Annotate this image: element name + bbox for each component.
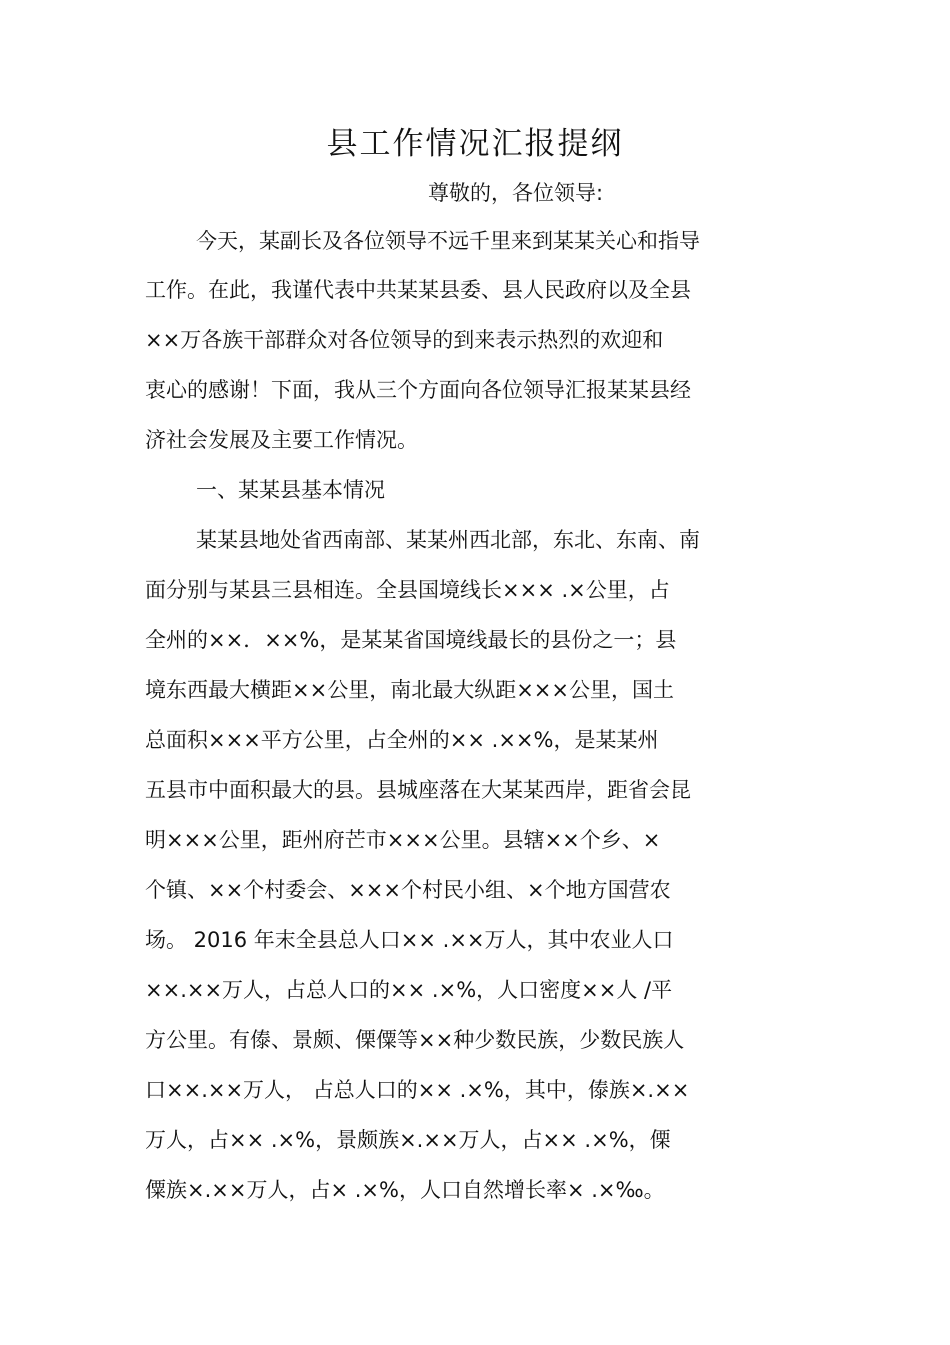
paragraph-line: 工作。在此，我谨代表中共某某县委、县人民政府以及全县 <box>145 278 691 302</box>
paragraph-line: 衷心的感谢！下面，我从三个方面向各位领导汇报某某县经 <box>145 378 691 402</box>
paragraph-line: 总面积×××平方公里，占全州的×× .××%，是某某州 <box>145 728 659 752</box>
paragraph-line: 面分别与某县三县相连。全县国境线长××× .×公里，占 <box>145 578 670 602</box>
document-title: 县工作情况汇报提纲 <box>326 126 624 162</box>
paragraph-line: 今天，某副长及各位领导不远千里来到某某关心和指导 <box>196 229 700 253</box>
paragraph-line: 五县市中面积最大的县。县城座落在大某某西岸，距省会昆 <box>145 778 691 802</box>
paragraph-line: 方公里。有傣、景颇、傈僳等××种少数民族，少数民族人 <box>145 1028 685 1052</box>
paragraph-line: 济社会发展及主要工作情况。 <box>145 428 418 452</box>
paragraph-line: ××万各族干部群众对各位领导的到来表示热烈的欢迎和 <box>145 328 664 352</box>
paragraph-line: 僳族×.××万人，占× .×%，人口自然增长率× .×‰。 <box>145 1178 665 1202</box>
paragraph-line: 全州的××．××%，是某某省国境线最长的县份之一；县 <box>145 628 677 652</box>
section-heading: 一、某某县基本情况 <box>196 478 385 502</box>
paragraph-line: 口××.××万人， 占总人口的×× .×%，其中，傣族×.×× <box>145 1078 690 1102</box>
salutation: 尊敬的，各位领导: <box>428 181 604 205</box>
paragraph-line: 明×××公里，距州府芒市×××公里。县辖××个乡、× <box>145 828 661 852</box>
paragraph-line: 个镇、××个村委会、×××个村民小组、×个地方国营农 <box>145 878 671 902</box>
paragraph-line: 万人，占×× .×%，景颇族×.××万人，占×× .×%，傈 <box>145 1128 671 1152</box>
paragraph-line: 场。 2016 年末全县总人口×× .××万人，其中农业人口 <box>145 928 674 952</box>
paragraph-line: 境东西最大横距××公里，南北最大纵距×××公里，国土 <box>145 678 674 702</box>
paragraph-line: ××.××万人，占总人口的×× .×%，人口密度××人 /平 <box>145 978 673 1002</box>
paragraph-line: 某某县地处省西南部、某某州西北部，东北、东南、南 <box>196 528 700 552</box>
